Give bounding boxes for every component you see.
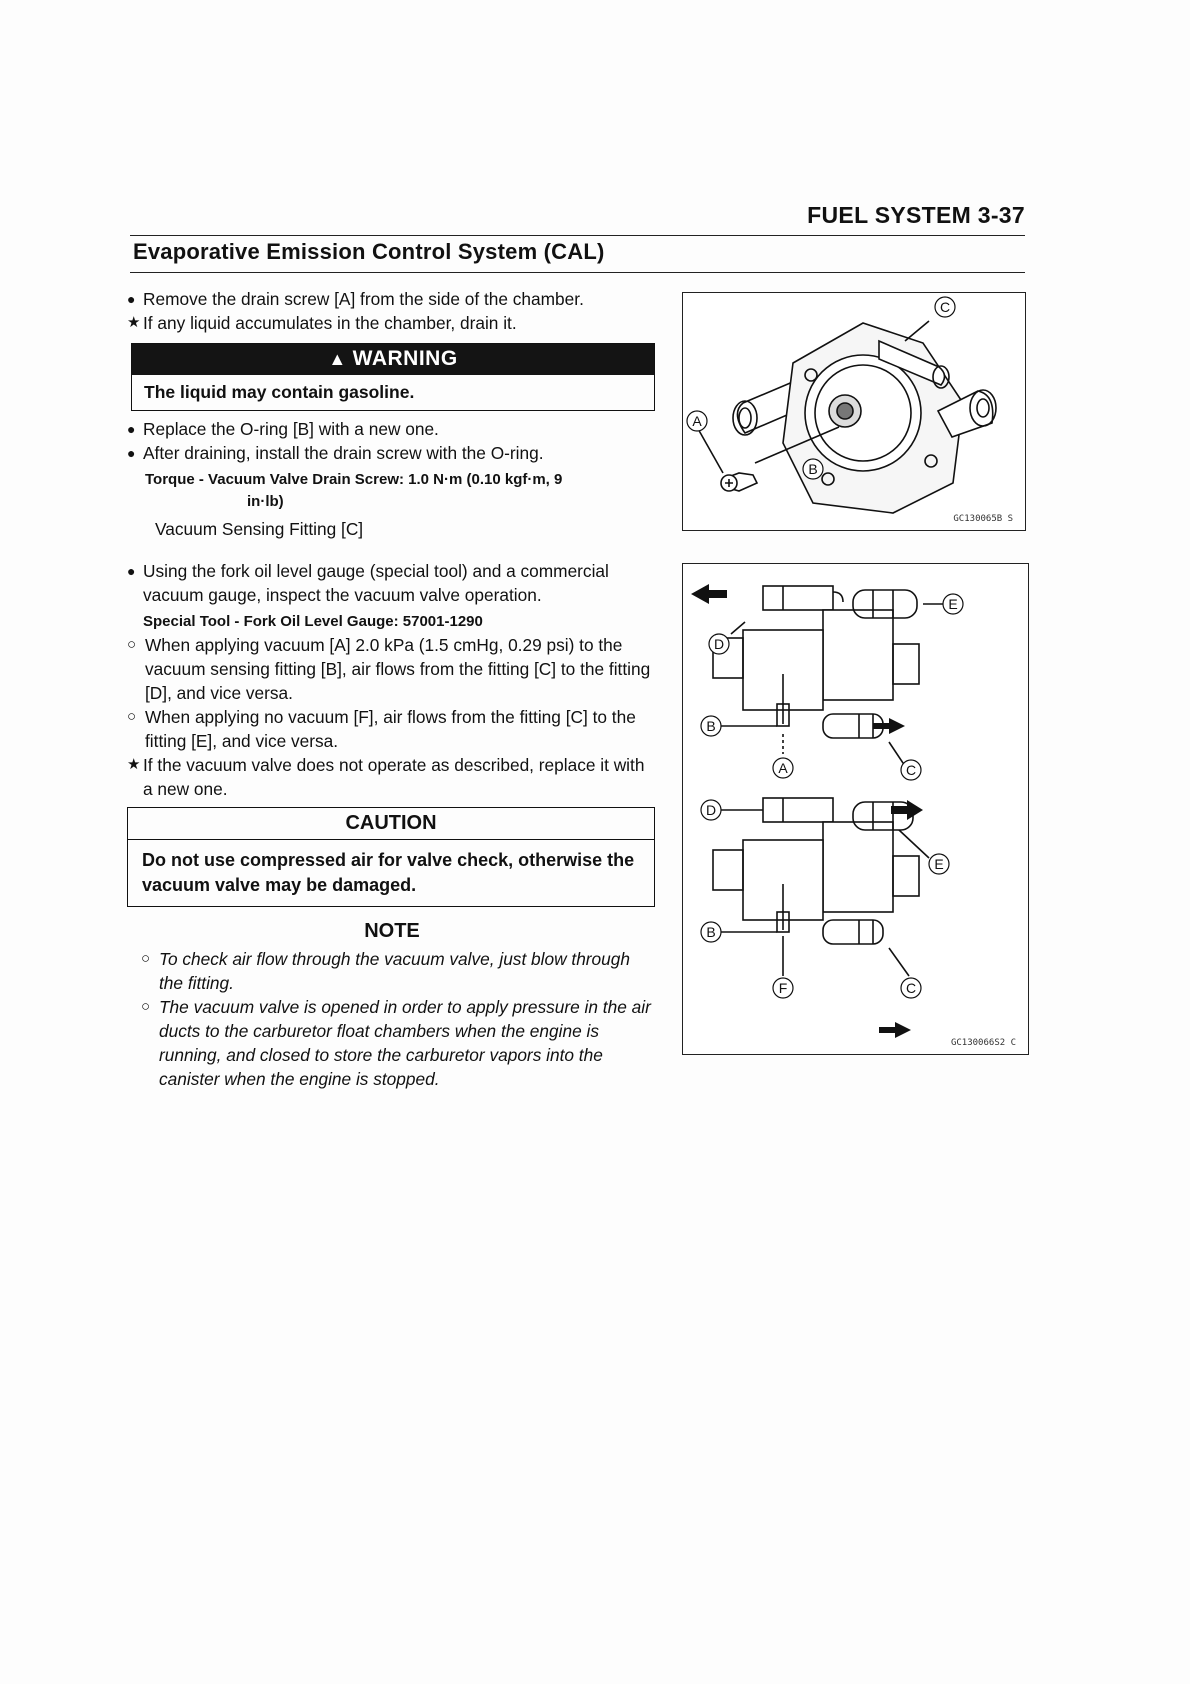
bullet-icon: ● <box>127 291 136 307</box>
figure-code: GC130065B S <box>953 514 1013 524</box>
vacuum-valve-figure <box>682 292 1026 531</box>
caution-box <box>127 807 655 907</box>
bullet-icon: ● <box>127 563 136 579</box>
callout-d: D <box>713 636 725 652</box>
bullet-item <box>127 559 657 607</box>
callout-d: D <box>705 802 717 818</box>
header-rule <box>130 235 1025 236</box>
note-text: To check air flow through the vacuum valve, just blow through the fitting. <box>159 949 631 993</box>
note-item <box>141 995 657 1091</box>
bullet-icon: ● <box>127 445 136 461</box>
callout-a: A <box>692 413 702 429</box>
star-icon: ★ <box>127 756 141 773</box>
caution-heading: CAUTION <box>128 808 654 840</box>
star-icon: ★ <box>127 314 141 331</box>
callout-c: C <box>939 299 951 315</box>
note-heading: NOTE <box>364 920 420 942</box>
bullet-item <box>127 287 657 311</box>
callout-e: E <box>948 596 958 612</box>
valve-operation-figure <box>682 563 1029 1055</box>
instruction-text: Replace the O-ring [B] with a new one. <box>143 419 439 439</box>
instruction-text: Using the fork oil level gauge (special tool) and a commercial vacuum gauge, inspect the vacuum valve operation. <box>143 561 609 605</box>
callout-a: A <box>778 760 788 776</box>
circle-bullet-icon: ○ <box>127 708 137 725</box>
section-header <box>130 202 1025 274</box>
bullet-item <box>127 441 657 465</box>
circle-bullet-icon: ○ <box>127 636 137 653</box>
torque-line: Torque - Vacuum Valve Drain Screw: 1.0 N·m (0.10 kgf·m, 9 <box>145 471 563 488</box>
bullet-icon: ● <box>127 421 136 437</box>
callout-b: B <box>706 718 716 734</box>
warning-label: WARNING <box>352 347 458 370</box>
warning-triangle-icon: ▲ <box>328 349 347 369</box>
callout-b: B <box>706 924 716 940</box>
instruction-text: Remove the drain screw [A] from the side of the chamber. <box>143 289 584 309</box>
bullet-item <box>127 311 657 335</box>
section-title: FUEL SYSTEM 3-37 <box>807 202 1025 228</box>
note-text: The vacuum valve is opened in order to apply pressure in the air ducts to the carburetor float chambers when the engine is running, and closed to store the carburetor vapors into the canister when the engine is stopped. <box>159 997 651 1089</box>
bullet-item <box>127 417 657 441</box>
bullet-item <box>127 753 657 801</box>
callout-c: C <box>905 762 917 778</box>
fitting-label-text: Vacuum Sensing Fitting [C] <box>155 519 364 539</box>
sub-item <box>127 633 657 705</box>
instruction-text: If any liquid accumulates in the chamber, drain it. <box>143 313 517 333</box>
callout-c: C <box>905 980 917 996</box>
circle-bullet-icon: ○ <box>141 950 151 967</box>
caution-text: Do not use compressed air for valve check, otherwise the vacuum valve may be damaged. <box>142 850 635 895</box>
warning-box <box>131 343 655 411</box>
figure-code: GC130066S2 C <box>950 1038 1016 1048</box>
body-text-column <box>127 287 657 1091</box>
instruction-text: If the vacuum valve does not operate as described, replace it with a new one. <box>143 755 645 799</box>
special-tool-spec: Special Tool - Fork Oil Level Gauge: 57001-1290 <box>143 613 483 630</box>
chapter-title: Evaporative Emission Control System (CAL) <box>133 239 605 264</box>
warning-text: The liquid may contain gasoline. <box>144 382 415 402</box>
callout-b: B <box>808 461 818 477</box>
instruction-text: After draining, install the drain screw with the O-ring. <box>143 443 544 463</box>
instruction-text: When applying no vacuum [F], air flows from the fitting [C] to the fitting [E], and vice versa. <box>145 707 636 751</box>
torque-line: in·lb) <box>247 493 284 510</box>
warning-heading <box>132 344 654 375</box>
instruction-text: When applying vacuum [A] 2.0 kPa (1.5 cmHg, 0.29 psi) to the vacuum sensing fitting [B], air flows from the fitting [C] to the fitting [D], and vice versa. <box>145 635 651 703</box>
sub-item <box>127 705 657 753</box>
callout-e: E <box>934 856 944 872</box>
vacuum-valve-illustration <box>683 293 1025 530</box>
header-rule <box>130 272 1025 273</box>
note-item <box>141 947 657 995</box>
callout-f: F <box>778 980 788 996</box>
circle-bullet-icon: ○ <box>141 998 151 1015</box>
valve-operation-diagram <box>683 564 1028 1054</box>
torque-spec <box>145 469 657 513</box>
